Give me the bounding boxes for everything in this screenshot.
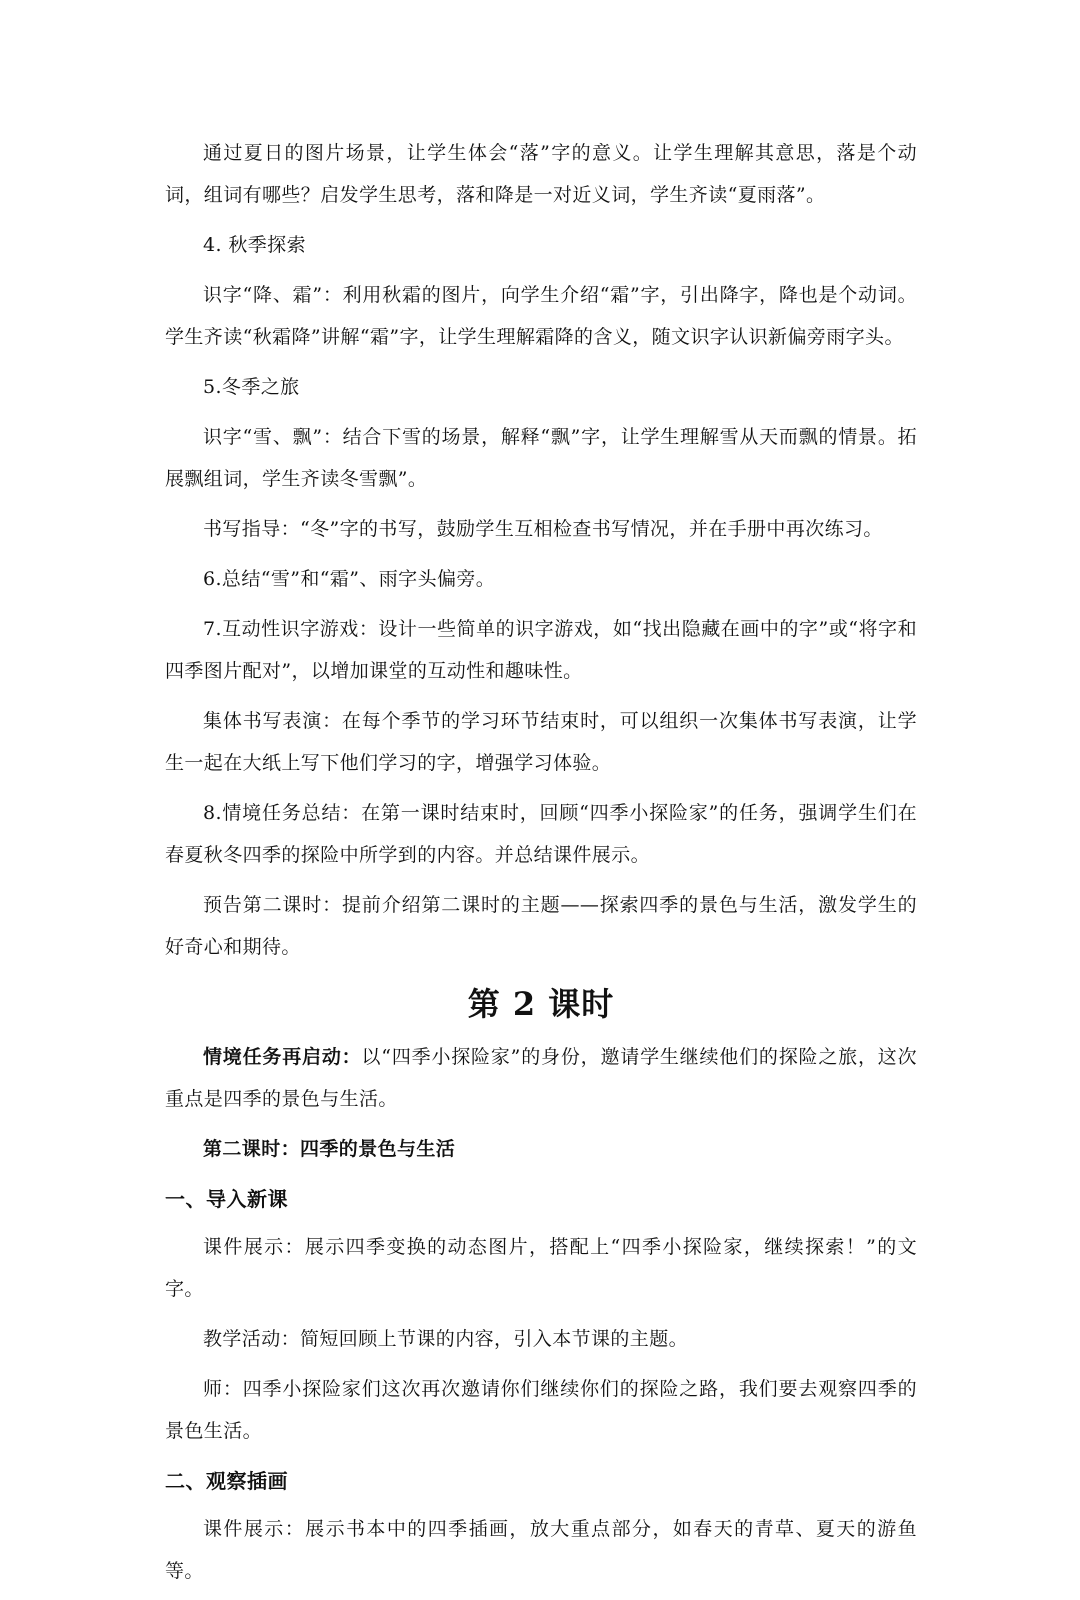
paragraph-group-writing: 集体书写表演：在每个季节的学习环节结束时，可以组织一次集体书写表演，让学生一起在大纸上写下他们学习的字，增强学习体验。: [165, 710, 917, 774]
paragraph-preview: 预告第二课时：提前介绍第二课时的主题——探索四季的景色与生活，激发学生的好奇心和期待。: [165, 894, 917, 958]
paragraph-game: 7.互动性识字游戏：设计一些简单的识字游戏，如“找出隐藏在画中的字”或“将字和四季图片配对”，以增加课堂的互动性和趣味性。: [165, 618, 917, 682]
paragraph-summary-radical: 6.总结“雪”和“霜”、雨字头偏旁。: [203, 568, 496, 590]
section-heading-intro: 一、导入新课: [165, 1187, 288, 1211]
heading-winter-trip: 5.冬季之旅: [203, 376, 300, 398]
paragraph-illustration: 课件展示：展示书本中的四季插画，放大重点部分，如春天的青草、夏天的游鱼等。: [165, 1518, 917, 1582]
document-body: [165, 132, 917, 1600]
lesson-2-subtitle: 第二课时：四季的景色与生活: [203, 1138, 456, 1160]
paragraph-writing-guide: 书写指导：“冬”字的书写，鼓励学生互相检查书写情况，并在手册中再次练习。: [203, 518, 883, 540]
paragraph-task-summary: 8.情境任务总结：在第一课时结束时，回顾“四季小探险家”的任务，强调学生们在春夏秋冬四季的探险中所学到的内容。并总结课件展示。: [165, 802, 917, 866]
paragraph-winter-snow: 识字“雪、飘”：结合下雪的场景，解释“飘”字，让学生理解雪从天而飘的情景。拓展飘组词，学生齐读冬雪飘”。: [165, 426, 917, 490]
paragraph-summer-luo: 通过夏日的图片场景，让学生体会“落”字的意义。让学生理解其意思，落是个动词，组词有哪些？启发学生思考，落和降是一对近义词，学生齐读“夏雨落”。: [165, 142, 917, 206]
section-heading-illustration: 二、观察插画: [165, 1469, 288, 1493]
lesson-2-title: 第 2 课时: [467, 985, 615, 1023]
restart-text: 以“四季小探险家”的身份，邀请学生继续他们的探险之旅，这次重点是四季的景色与生活。: [165, 1046, 917, 1110]
restart-label: 情境任务再启动：: [203, 1046, 362, 1068]
paragraph-teacher: 师：四季小探险家们这次再次邀请你们继续你们的探险之路，我们要去观察四季的景色生活。: [165, 1378, 917, 1442]
heading-autumn-explore: 4. 秋季探索: [203, 234, 306, 256]
paragraph-restart: [165, 1036, 917, 1120]
paragraph-courseware: 课件展示：展示四季变换的动态图片，搭配上“四季小探险家，继续探索！”的文字。: [165, 1236, 917, 1300]
paragraph-activity: 教学活动：简短回顾上节课的内容，引入本节课的主题。: [203, 1328, 689, 1350]
paragraph-autumn-frost: 识字“降、霜”：利用秋霜的图片，向学生介绍“霜”字，引出降字，降也是个动词。学生齐读“秋霜降”讲解“霜”字，让学生理解霜降的含义，随文识字认识新偏旁雨字头。: [165, 284, 917, 348]
